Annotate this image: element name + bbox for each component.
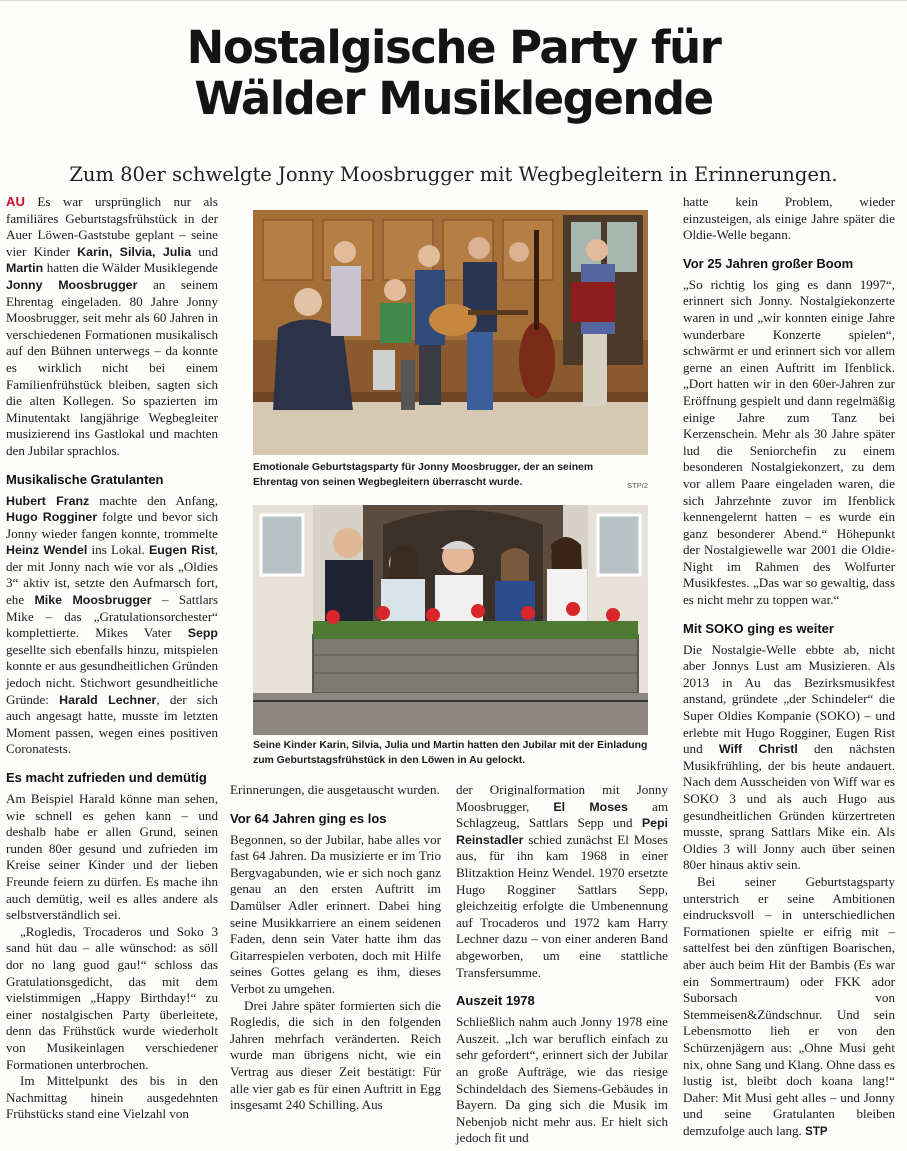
photo-caption: Emotionale Geburtstagsparty für Jonny Moosbrugger, der an seinem Ehrentag von seinen Wegbegleitern überrascht wurde. [253,462,594,488]
article-column-2 [230,782,441,1114]
article-column-1 [6,194,218,1123]
paragraph: hatte kein Problem, wieder einzusteigen, als einige Jahre später die Oldie-Welle begann. [683,194,895,243]
article-column-4 [683,194,895,1140]
subheadline: Zum 80er schwelgte Jonny Moosbrugger mit Wegbegleitern in Erinnerungen. [69,163,838,186]
paragraph: „Rogledis, Trocaderos und Soko 3 sand hüt dau – alle wünschod: as söll dor no lang guod gau!“ schloss das Gratulationsgedicht, das mit dem vielstimmigen „Happy Birthday!“ zu einer nostalgischen Party überleitete, denn das Frühstück wurde wiederholt von Musikeinlagen verschiedener Formationen unterbrochen. [6,923,218,1072]
person-name: Wiff Christl [718,742,798,757]
person-name: Mike Moosbrugger [34,593,152,608]
section-heading: Vor 64 Jahren ging es los [230,810,387,826]
person-name: Jonny Moosbrugger [6,277,138,292]
section-heading: Musikalische Gratulanten [6,471,164,487]
person-name: Eugen Rist [149,543,215,558]
person-name: Pepi Reinstadler [456,816,668,847]
person-name: Martin [6,261,44,276]
family-image [253,505,648,735]
headline-line-2: Wälder Musiklegende [194,72,713,125]
article-column-3 [456,782,668,1147]
section-heading: Mit SOKO ging es weiter [683,620,834,636]
headline-line-1: Nostalgische Party für [186,21,721,74]
person-name: Harald Lechner [59,692,157,707]
section-heading: Es macht zufrieden und demütig [6,770,207,785]
paragraph: Hubert Franz machte den Anfang, Hugo Rogginer folgte und bevor sich Jonny wieder fangen konnte, trommelte Heinz Wendel ins Lokal. Eugen Rist, der mit Jonny nach wie vor als „Oldies 3“ aktiv ist, setzte den Aufmarsch fort, ehe Mike Moosbrugger – Sattlars Mike – das „Gratulationsorchester“ komplettierte. Mikes Vater Sepp gesellte sich ebenfalls hinzu, mitspielen konnte er aus gesundheitlichen Gründen jedoch nicht. Stichwort gesundheitliche Gründe: Harald Lechner, der sich auch angesagt hatte, musste im letzten Moment passen, wegen eines positiven Coronatests. [6,492,218,757]
section-heading: Vor 25 Jahren großer Boom [683,255,854,271]
band-party-image [253,210,648,455]
author-signature: STP [805,1125,828,1138]
paragraph: Drei Jahre später formierten sich die Rogledis, die sich in den folgenden Jahren mehrfach veränderten. Reich wurde man übrigens nicht, wie ein Vertrag aus dieser Zeit bestätigt: Für alle vier gab es für einen Auftritt in Egg insgesamt 240 Schilling. Aus [230,997,441,1113]
person-name: Heinz Wendel [6,543,88,558]
paragraph: Bei seiner Geburtstagsparty unterstrich er seine Ambitionen eindrucksvoll – in unterschiedlichen Formationen spielte er eifrig mit – sattelfest bei den zünftigen Boarischen, aber auch beim Hit der Bambis (Es war ein Sommertraum) oder FKK ador Suborsach von Stemmeisen&Zündschnur. Und sein Lebensmotto lieh er von den Schürzenjägern aus: „Ohne Musi geht nix, ohne Sang und Klang. Ohne dass es lustig ist, bleibt doch koana lang!“ Daher: Mit Musi geht alles – und Jonny und seine Gratulanten bleiben demzufolge auch lang. STP [683,873,895,1138]
paragraph: AU Es war ursprünglich nur als familiäres Geburtstagsfrühstück in der Auer Löwen-Gaststube geplant – seine vier Kinder Karin, Silvia, Julia und Martin hatten die Wälder Musiklegende Jonny Moosbrugger an seinem Ehrentag eingeladen. 80 Jahre Jonny Moosbrugger, seit mehr als 60 Jahren in verschiedenen Formationen musikalisch auf den Bühnen unterwegs – da konnte es wirklich nicht bei einem Familienfrühstück bleiben, sagten sich die alten Kollegen. So spazierten im Minutentakt langjährige Wegbegleiter musizierend ins Gastlokal und machten den Jubilar sprachlos. [6,194,219,458]
paragraph: der Originalformation mit Jonny Moosbrugger, El Moses am Schlagzeug, Sattlars Sepp und Pepi Reinstadler schied zunächst El Moses aus, für ihn kam 1968 in einer Blitzaktion Heinz Wendel. 1970 ersetzte Hugo Rogginer Sattlars Sepp, gleichzeitig erfolgte die Umbenennung auf Trocaderos und 1972 kam Harry Lechner dazu – von einer anderen Band abgeworben, um eine stattliche Transfersumme. [456,782,668,980]
paragraph: Erinnerungen, die ausgetauscht wurden. [230,782,440,797]
paragraph: Schließlich nahm auch Jonny 1978 eine Auszeit. „Ich war beruflich einfach zu sehr gefordert“, erinnert sich der Jubilar an große Aufträge, wie das riesige Schindeldach des Siemens-Gebäudes in Bayern. Da ging sich die Musik im Nebenjob nicht mehr aus. Er hielt sich jedoch fit und [456,1014,668,1146]
person-name: Karin, Silvia, Julia [77,244,192,259]
section-heading: Auszeit 1978 [456,993,535,1009]
photo-caption: Seine Kinder Karin, Silvia, Julia und Martin hatten den Jubilar mit der Einladung zum Geburtstagsfrühstück in den Löwen in Au gelockt. [253,740,648,766]
photo-family [253,505,648,735]
paragraph: Am Beispiel Harald könne man sehen, wie schnell es gehen kann – und deshalb habe er allen Grund, seinen runden 80er gesund und zufrieden im Kreise seiner Kinder und der lieben Freunde feiern zu dürfen. Es mache ihn auch demütig, weil es alles andere als selbstverständlich sei. [6,791,218,923]
photo-band-party [253,210,648,455]
person-name: Sepp [187,626,218,641]
paragraph: Begonnen, so der Jubilar, habe alles vor fast 64 Jahren. Da musizierte er im Trio Bergvagabunden, wie er sich noch ganz genau an den ersten Auftritt im Damülser Adler erinnert. Dabei hing seine Musikkarriere an einem seidenen Faden, denn sein Vater hatte ihm das Gitarrespielen verboten, doch mit Hilfe seines Gottes gelang es ihm, dieses Verbot zu umgehen. [230,831,441,996]
person-name: Hubert Franz [6,493,90,508]
person-name: El Moses [553,799,628,814]
photo-credit: STP/2 [627,481,648,490]
person-name: Hugo Rogginer [6,510,98,525]
dateline: AU [6,194,25,209]
paragraph: „So richtig los ging es dann 1997“, erinnert sich Jonny. Nostalgiekonzerte waren in und „wir konnten einige Jahre wunderbare Konzerte spielen“, schwärmt er und erinnert sich vor allem gerne an einen Auftritt im Ifenblick. „Dort hatten wir in den 60er-Jahren zur Eröffnung gespielt und dann regelmäßig einige Jahre zum Tanz bei Kerzenschein. Mehr als 30 Jahre später lud die Seniorchefin zu einem besonderen Nostalgiekonzert, zu dem vor allem Paare eingeladen waren, die sich Jahrzehnte zuvor im Ifenblick kennengelernt hatten – es wurde ein ganz besonderer Abend.“ Höhepunkt der Nostalgiewelle war 2001 die Oldie-Night im Rahmen des Wolfurter Musikfestes. „Das war so gewaltig, dass es nicht mehr zu toppen war.“ [683,276,895,608]
headline [20,22,887,124]
paragraph: Die Nostalgie-Welle ebbte ab, nicht aber Jonnys Lust am Musizieren. Als 2013 in Au das Bezirksmusikfest anstand, gründete „der Schindeler“ die Super Oldies Kompanie (SOKO) – und erlebte mit Hugo Rogginer, Eugen Rist und Wiff Christl den nächsten Musikfrühling, der bis heute andauert. Nach dem Ausscheiden von Wiff war es SOKO 3 und als auch Hugo aus gesundheitlichen Gründen kürzertreten musste, sprang Sattlars Mike ein. Als Oldies 3 will Jonny auch über seinen 80er hinaus aktiv sein. [683,641,895,873]
paragraph: Im Mittelpunkt des bis in den Nachmittag hinein ausgedehnten Frühstücks stand eine Vielzahl von [6,1073,218,1122]
top-rule [0,0,907,4]
